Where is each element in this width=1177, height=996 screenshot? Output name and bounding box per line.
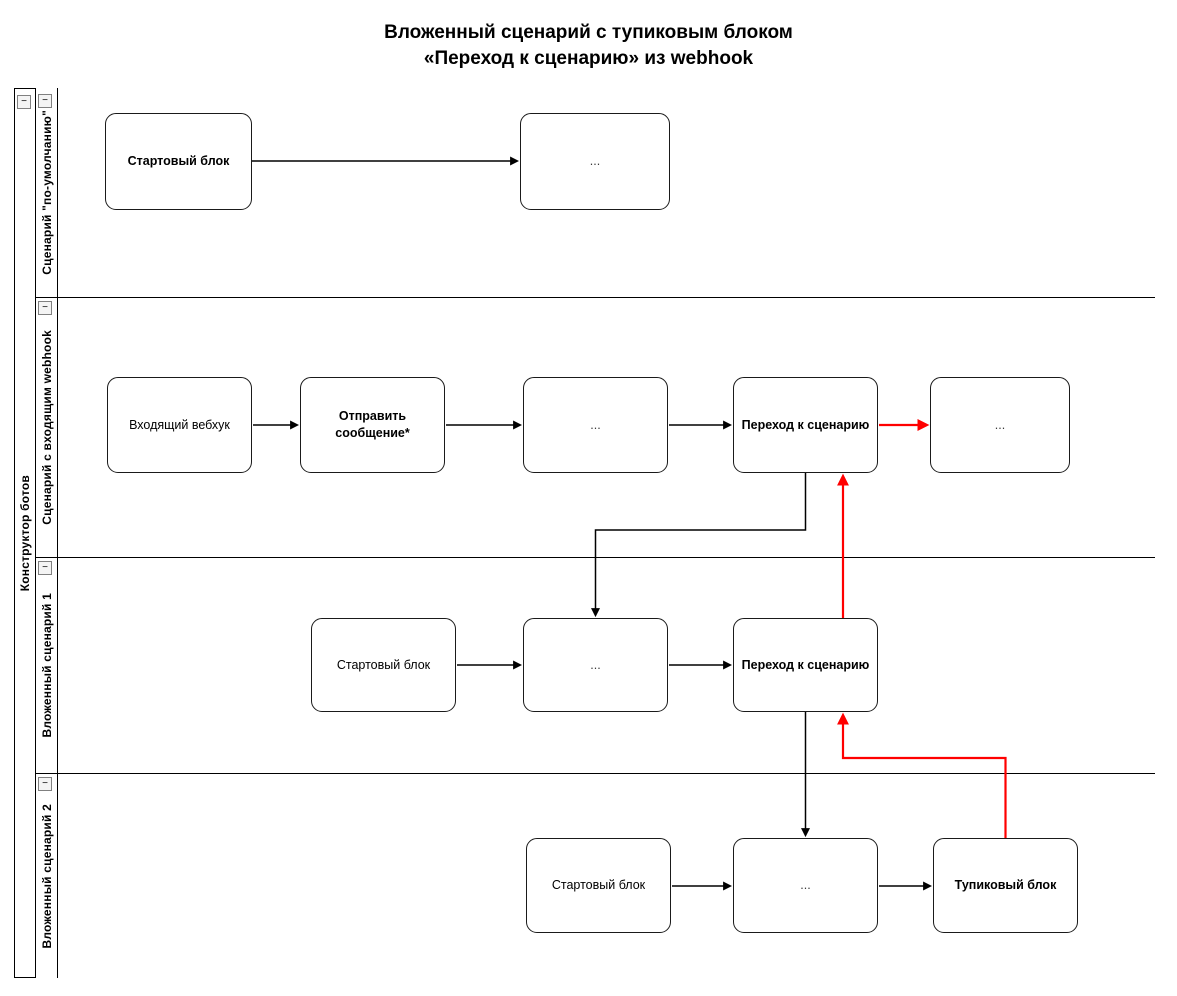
block-lane1-ellipsis-label: ... — [589, 154, 601, 169]
block-lane3-start[interactable] — [311, 618, 456, 712]
collapse-lane3-button[interactable]: − — [38, 561, 52, 575]
collapse-lane4-button[interactable]: − — [38, 777, 52, 791]
lane-nested-scenario-1-label: Вложенный сценарий 1 — [39, 593, 54, 738]
collapse-pool-button[interactable]: − — [17, 95, 31, 109]
block-lane3-goto-scenario-label: Переход к сценарию — [741, 657, 870, 672]
diagram-title-line2: «Переход к сценарию» из webhook — [423, 48, 754, 70]
lane-nested-scenario-1-label-column[interactable] — [36, 558, 58, 773]
block-lane2-send-message-label: Отправить сообщение* — [335, 409, 410, 440]
block-lane3-goto-scenario[interactable] — [733, 618, 878, 712]
block-lane4-start-label: Стартовый блок — [551, 878, 646, 893]
lane-nested-scenario-2-label-column[interactable] — [36, 774, 58, 978]
block-lane2-ellipsis[interactable] — [523, 377, 668, 473]
block-lane2-ellipsis-right-label: ... — [994, 417, 1006, 432]
collapse-lane1-button[interactable]: − — [38, 94, 52, 108]
diagram-title-line1: Вложенный сценарий с тупиковым блоком — [384, 22, 793, 43]
block-lane2-incoming-webhook-label: Входящий вебхук — [129, 417, 230, 432]
lane-webhook-scenario-label-column[interactable] — [36, 298, 58, 557]
block-lane4-ellipsis[interactable] — [733, 838, 878, 933]
lane-nested-scenario-2-label: Вложенный сценарий 2 — [39, 803, 54, 949]
block-lane4-ellipsis-label: ... — [800, 878, 811, 893]
block-lane2-incoming-webhook[interactable] — [107, 377, 252, 473]
block-lane4-dead-end[interactable] — [933, 838, 1078, 933]
diagram-title — [0, 20, 1177, 72]
block-lane3-ellipsis-label: ... — [590, 657, 601, 672]
lane-webhook-scenario-label: Сценарий с входящим webhook — [39, 330, 54, 525]
pool-title-column[interactable] — [14, 88, 36, 978]
collapse-lane2-button[interactable]: − — [38, 301, 52, 315]
block-lane1-start[interactable] — [105, 113, 252, 210]
block-lane1-ellipsis[interactable] — [520, 113, 670, 210]
block-lane3-ellipsis[interactable] — [523, 618, 668, 712]
block-lane2-goto-scenario[interactable] — [733, 377, 878, 473]
lane-default-scenario-label-column[interactable] — [36, 88, 58, 297]
block-lane2-ellipsis-right[interactable] — [930, 377, 1070, 473]
block-lane1-start-label: Стартовый блок — [127, 154, 230, 169]
block-lane2-send-message[interactable] — [300, 377, 445, 473]
block-lane3-start-label: Стартовый блок — [336, 657, 431, 672]
block-lane2-goto-scenario-label: Переход к сценарию — [741, 417, 870, 432]
lane-default-scenario-label: Сценарий "по-умолчанию" — [39, 110, 54, 275]
pool-title-label: Конструктор ботов — [17, 474, 32, 592]
block-lane4-start[interactable] — [526, 838, 671, 933]
block-lane2-ellipsis-label: ... — [590, 417, 601, 432]
block-lane4-dead-end-label: Тупиковый блок — [954, 878, 1057, 893]
